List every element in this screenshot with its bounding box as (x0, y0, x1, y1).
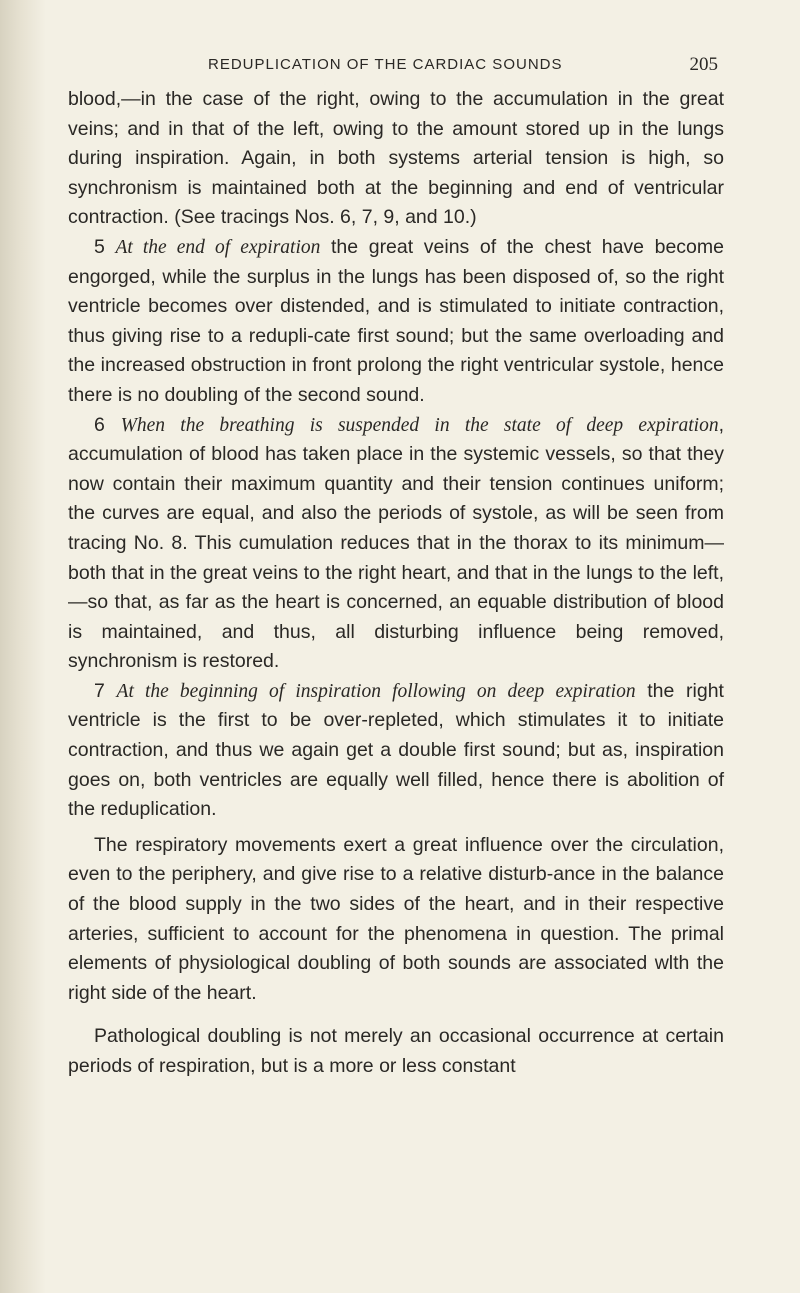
paragraph-continuation: blood,—in the case of the right, owing to the accumulation in the great veins; and in that of the left, owing to the amount stored up in the lungs during inspiration. Again, in both systems arterial tension is high, so synchronism is maintained both at the beginning and end of ventricular contraction. (See tracings Nos. 6, 7, 9, and 10.) (68, 88, 724, 229)
paragraph-number: 5 (94, 235, 105, 258)
paragraph-lead: When the breathing is suspended in the state of deep expiration (120, 414, 719, 436)
page-edge (0, 0, 46, 1293)
paragraph-text: , accumulation of blood has taken place in the systemic vessels, so that they now contain their maximum quantity and their tension continues uniform; the curves are equal, and also the periods of systole, as will be seen from tracing No. 8. This cumulation reduces that in the thorax to its minimum—both that in the great veins to the right heart, and that in the lungs to the left,—so that, as far as the heart is concerned, an equable distribution of blood is maintained, and thus, all disturbing influence being removed, synchronism is restored. (68, 413, 724, 673)
running-title: REDUPLICATION OF THE CARDIAC SOUNDS (208, 56, 563, 73)
paragraph-lead: At the end of expiration (115, 236, 321, 258)
paragraph-7 (68, 677, 724, 825)
paragraph-lead: At the beginning of inspiration following on deep expiration (116, 680, 636, 702)
paragraph-pathological: Pathological doubling is not merely an occasional occurrence at certain periods of respiration, but is a more or less constant (68, 1025, 724, 1077)
paragraph-6 (68, 411, 724, 677)
paragraph-number: 6 (94, 413, 105, 436)
paragraph-text: the great veins of the chest have become engorged, while the surplus in the lungs has been disposed of, so the right ventricle becomes over distended, and is stimulated to initiate contraction, thus giving rise to a redupli-cate first sound; but the same overloading and the increased obstruction in front prolong the right ventricular systole, hence there is no doubling of the second sound. (68, 235, 724, 406)
paragraph-number: 7 (94, 679, 105, 702)
paragraph-respiratory: The respiratory movements exert a great influence over the circulation, even to the periphery, and give rise to a relative disturb-ance in the balance of the blood supply in the two sides of the heart, and in their respective arteries, sufficient to account for the phenomena in question. The primal elements of physiological doubling of both sounds are associated wlth the right side of the heart. (68, 833, 724, 1004)
paragraph-text: the right ventricle is the first to be over-repleted, which stimulates it to initiate contraction, and thus we again get a double first sound; but as, inspiration goes on, both ventricles are equally well filled, hence there is abolition of the reduplication. (68, 679, 724, 821)
body-text (68, 85, 724, 1082)
page-number: 205 (689, 54, 718, 75)
running-head (0, 56, 800, 86)
paragraph-5 (68, 233, 724, 411)
